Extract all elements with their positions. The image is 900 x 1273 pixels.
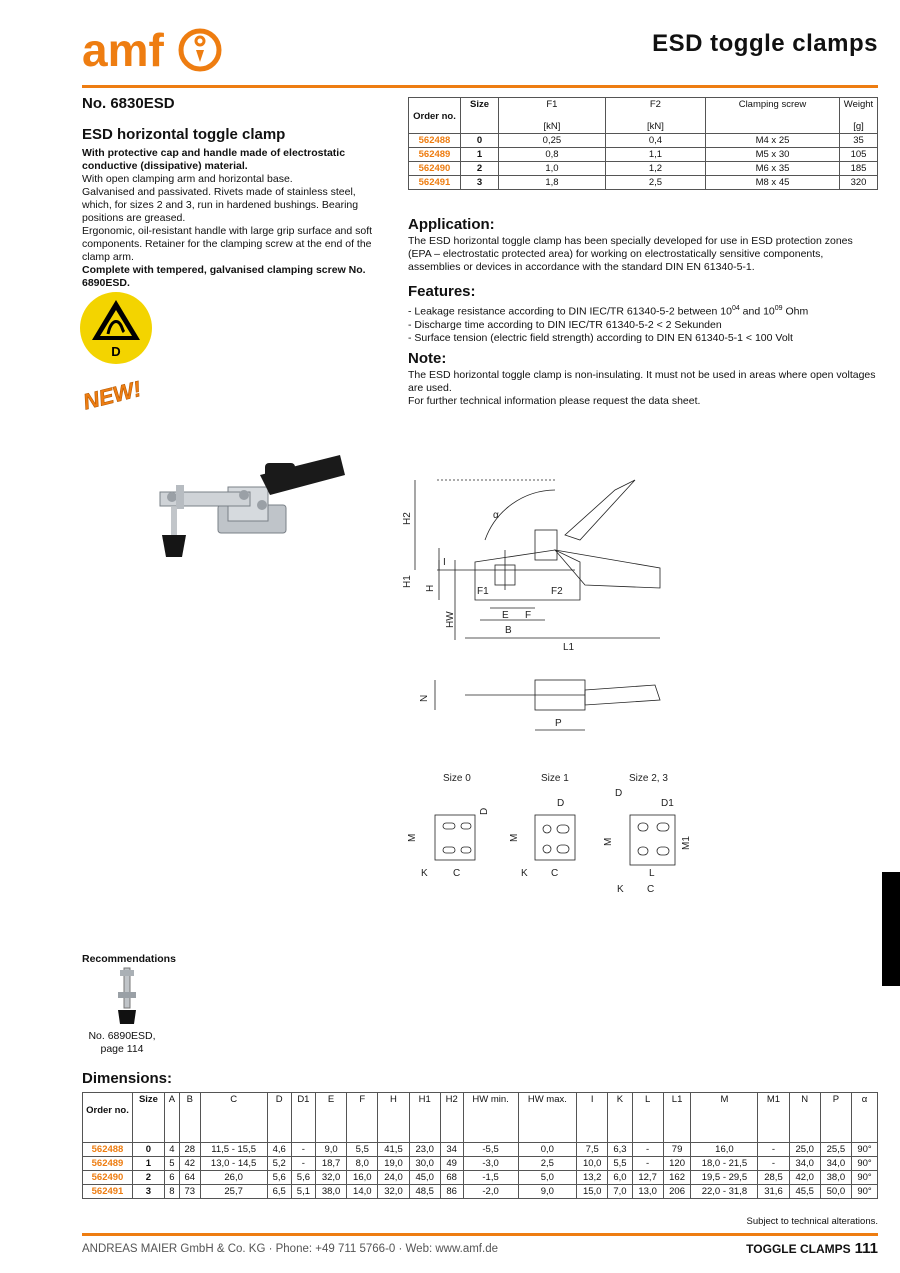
- table-cell: -: [632, 1143, 663, 1157]
- svg-text:H1: H1: [402, 575, 413, 588]
- product-description: [82, 95, 382, 290]
- table-cell: 34,0: [820, 1157, 851, 1171]
- dimensions-table: [82, 1092, 878, 1199]
- svg-text:D1: D1: [661, 798, 674, 809]
- logo-text: amf: [82, 24, 164, 76]
- table-cell: 31,6: [758, 1185, 789, 1199]
- dims-col-header: HW min.: [463, 1093, 518, 1143]
- col-clamping-screw: Clamping screw: [706, 98, 840, 134]
- page-number: 111: [854, 1240, 878, 1257]
- table-cell: 6,0: [608, 1171, 632, 1185]
- svg-text:F1: F1: [477, 586, 489, 597]
- dims-col-header: F: [347, 1093, 378, 1143]
- table-cell: 0: [133, 1143, 165, 1157]
- table-cell: 5,1: [291, 1185, 315, 1199]
- table-cell: 64: [179, 1171, 200, 1185]
- table-cell: 5: [164, 1157, 179, 1171]
- table-cell: -2,0: [463, 1185, 518, 1199]
- table-cell: 5,6: [291, 1171, 315, 1185]
- feature-item: - Surface tension (electric field strength) according to DIN EN 61340-5-1 < 100 Volt: [408, 331, 793, 344]
- dims-col-header: H1: [409, 1093, 440, 1143]
- application-section: [408, 218, 878, 274]
- table-cell: 3: [133, 1185, 165, 1199]
- dims-col-header: M1: [758, 1093, 789, 1143]
- order-number-link[interactable]: 562488: [409, 134, 461, 148]
- svg-text:C: C: [551, 868, 559, 879]
- table-cell: 28: [179, 1143, 200, 1157]
- table-row: [83, 1171, 878, 1185]
- table-cell: 41,5: [378, 1143, 409, 1157]
- table-cell: 30,0: [409, 1157, 440, 1171]
- note-text: The ESD horizontal toggle clamp is non-insulating. It must not be used in areas where open voltages are used.: [408, 369, 876, 394]
- features-section: [408, 285, 878, 345]
- table-cell: 90°: [852, 1157, 878, 1171]
- svg-text:K: K: [521, 868, 528, 879]
- footer-divider: [82, 1233, 878, 1236]
- table-row: [83, 1143, 878, 1157]
- table-cell: 42,0: [789, 1171, 820, 1185]
- description-line: With open clamping arm and horizontal base.: [82, 173, 293, 185]
- table-cell: 48,5: [409, 1185, 440, 1199]
- table-cell: 19,0: [378, 1157, 409, 1171]
- table-cell: 7,5: [577, 1143, 608, 1157]
- order-number-link[interactable]: 562489: [83, 1157, 133, 1171]
- table-cell: 38,0: [315, 1185, 346, 1199]
- table-cell: 32,0: [378, 1185, 409, 1199]
- table-cell: 6,3: [608, 1143, 632, 1157]
- table-cell: 32,0: [315, 1171, 346, 1185]
- table-row: [83, 1185, 878, 1199]
- table-cell: -1,5: [463, 1171, 518, 1185]
- company-info: ANDREAS MAIER GmbH & Co. KG · Phone: +49 711 5766-0 · Web: www.amf.de: [82, 1243, 498, 1255]
- note-text: For further technical information please request the data sheet.: [408, 395, 701, 407]
- table-cell: 13,0: [632, 1185, 663, 1199]
- dims-col-header: K: [608, 1093, 632, 1143]
- order-number-link[interactable]: 562488: [83, 1143, 133, 1157]
- table-cell: 13,0 - 14,5: [200, 1157, 267, 1171]
- description-line: Ergonomic, oil-resistant handle with large grip surface and soft components. Retainer for the clamping screw at the end of the clamp arm.: [82, 225, 373, 263]
- table-cell: -: [758, 1157, 789, 1171]
- clamping-screw-image: [112, 966, 142, 1026]
- table-cell: 9,0: [315, 1143, 346, 1157]
- table-cell: 34,0: [789, 1157, 820, 1171]
- svg-text:H: H: [425, 584, 436, 592]
- table-cell: 7,0: [608, 1185, 632, 1199]
- svg-text:I: I: [443, 557, 446, 568]
- order-number-link[interactable]: 562491: [409, 176, 461, 190]
- dims-col-header: E: [315, 1093, 346, 1143]
- order-number-link[interactable]: 562490: [409, 162, 461, 176]
- svg-text:M: M: [509, 833, 520, 842]
- table-cell: 162: [663, 1171, 691, 1185]
- article-number: No. 6830ESD: [82, 95, 175, 112]
- svg-text:C: C: [647, 884, 655, 895]
- page-title: ESD toggle clamps: [652, 30, 878, 57]
- table-cell: 25,7: [200, 1185, 267, 1199]
- order-number-link[interactable]: 562489: [409, 148, 461, 162]
- dims-col-header: C: [200, 1093, 267, 1143]
- svg-text:M: M: [407, 833, 418, 842]
- feature-item: - Discharge time according to DIN IEC/TR 61340-5-2 < 2 Sekunden: [408, 318, 722, 331]
- table-cell: 6,5: [267, 1185, 291, 1199]
- table-row: 562491 3 1,8 2,5 M8 x 45 320: [409, 176, 878, 190]
- dims-col-header: H: [378, 1093, 409, 1143]
- table-cell: 1: [133, 1157, 165, 1171]
- col-weight: Weight [g]: [840, 98, 878, 134]
- svg-text:M: M: [603, 837, 614, 846]
- table-cell: 79: [663, 1143, 691, 1157]
- table-cell: 5,5: [347, 1143, 378, 1157]
- description-line: Galvanised and passivated. Rivets made of stainless steel, which, for sizes 2 and 3, run in hardened bushings. Bearing positions are greased.: [82, 186, 359, 224]
- col-f1: F1 [kN]: [499, 98, 606, 134]
- description-bold-2: Complete with tempered, galvanised clamping screw No. 6890ESD.: [82, 264, 366, 289]
- alterations-note: Subject to technical alterations.: [746, 1216, 878, 1227]
- specification-table: [408, 97, 878, 190]
- table-cell: 206: [663, 1185, 691, 1199]
- dims-col-header: D: [267, 1093, 291, 1143]
- section-label: TOGGLE CLAMPS: [746, 1242, 851, 1256]
- table-cell: 49: [440, 1157, 463, 1171]
- svg-text:α: α: [493, 510, 499, 521]
- description-bold: With protective cap and handle made of electrostatic conductive (dissipative) material.: [82, 147, 346, 172]
- note-section: [408, 352, 878, 408]
- dims-header-row: [83, 1093, 878, 1143]
- table-cell: 12,7: [632, 1171, 663, 1185]
- note-heading: Note:: [408, 350, 447, 367]
- recommendations-title: Recommendations: [82, 953, 176, 965]
- table-cell: 23,0: [409, 1143, 440, 1157]
- table-row: 562489 1 0,8 1,1 M5 x 30 105: [409, 148, 878, 162]
- dims-col-header: Order no.: [83, 1093, 133, 1143]
- product-photo: [140, 445, 350, 570]
- table-cell: 5,0: [518, 1171, 577, 1185]
- table-cell: 16,0: [691, 1143, 758, 1157]
- table-cell: 90°: [852, 1171, 878, 1185]
- table-cell: 86: [440, 1185, 463, 1199]
- table-cell: 8,0: [347, 1157, 378, 1171]
- table-cell: 2,5: [518, 1157, 577, 1171]
- size-1-label: Size 1: [541, 773, 569, 784]
- section-tab-marker: [882, 872, 900, 986]
- svg-text:D: D: [557, 798, 565, 809]
- table-cell: 90°: [852, 1143, 878, 1157]
- svg-text:HW: HW: [445, 611, 456, 628]
- description-block: [82, 147, 382, 290]
- table-cell: 18,7: [315, 1157, 346, 1171]
- dims-col-header: Size: [133, 1093, 165, 1143]
- svg-text:E: E: [502, 610, 509, 621]
- dims-col-header: M: [691, 1093, 758, 1143]
- table-row: 562490 2 1,0 1,2 M6 x 35 185: [409, 162, 878, 176]
- table-cell: 19,5 - 29,5: [691, 1171, 758, 1185]
- order-number-link[interactable]: 562490: [83, 1171, 133, 1185]
- svg-text:F2: F2: [551, 586, 563, 597]
- col-f2: F2 [kN]: [605, 98, 705, 134]
- svg-text:H2: H2: [402, 512, 413, 525]
- svg-text:L: L: [649, 868, 655, 879]
- table-cell: 15,0: [577, 1185, 608, 1199]
- dims-col-header: D1: [291, 1093, 315, 1143]
- table-cell: 120: [663, 1157, 691, 1171]
- table-cell: 68: [440, 1171, 463, 1185]
- table-cell: -: [758, 1143, 789, 1157]
- dims-col-header: α: [852, 1093, 878, 1143]
- table-cell: 5,6: [267, 1171, 291, 1185]
- svg-text:D: D: [479, 807, 490, 815]
- table-cell: 8: [164, 1185, 179, 1199]
- table-cell: 4,6: [267, 1143, 291, 1157]
- table-cell: 25,5: [820, 1143, 851, 1157]
- table-cell: -5,5: [463, 1143, 518, 1157]
- col-size: Size: [461, 98, 499, 134]
- amf-logo: [82, 22, 222, 78]
- table-row: [83, 1157, 878, 1171]
- table-cell: 5,2: [267, 1157, 291, 1171]
- recommendation-caption[interactable]: No. 6890ESD, page 114: [88, 1030, 156, 1055]
- table-cell: 2: [133, 1171, 165, 1185]
- page-section: [746, 1240, 878, 1257]
- table-cell: 90°: [852, 1185, 878, 1199]
- order-number-link[interactable]: 562491: [83, 1185, 133, 1199]
- table-cell: 25,0: [789, 1143, 820, 1157]
- new-label: NEW!: [80, 376, 144, 415]
- technical-drawing: [402, 470, 675, 750]
- dims-col-header: B: [179, 1093, 200, 1143]
- table-cell: -: [291, 1157, 315, 1171]
- table-cell: 34: [440, 1143, 463, 1157]
- table-cell: 4: [164, 1143, 179, 1157]
- col-order-no: Order no.: [409, 98, 461, 134]
- dims-col-header: HW max.: [518, 1093, 577, 1143]
- table-cell: 22,0 - 31,8: [691, 1185, 758, 1199]
- svg-text:C: C: [453, 868, 461, 879]
- svg-text:M1: M1: [681, 836, 692, 850]
- svg-text:F: F: [525, 610, 532, 621]
- table-cell: 13,2: [577, 1171, 608, 1185]
- application-text: The ESD horizontal toggle clamp has been specially developed for use in ESD protection zones (EPA – electrostatic protected area) for working on electrostatically sensitive components, assemblies or devices in accordance with the standard DIN EN 61340-5-1.: [408, 235, 853, 273]
- dims-col-header: H2: [440, 1093, 463, 1143]
- table-cell: 45,0: [409, 1171, 440, 1185]
- svg-text:K: K: [421, 868, 428, 879]
- table-cell: 0,0: [518, 1143, 577, 1157]
- dims-body: [83, 1143, 878, 1199]
- table-cell: 9,0: [518, 1185, 577, 1199]
- features-heading: Features:: [408, 283, 476, 300]
- table-cell: 38,0: [820, 1171, 851, 1185]
- svg-text:D: D: [615, 788, 623, 799]
- svg-text:L1: L1: [563, 642, 575, 653]
- dimensions-heading: Dimensions:: [82, 1070, 173, 1087]
- svg-text:B: B: [505, 625, 512, 636]
- dims-col-header: N: [789, 1093, 820, 1143]
- table-cell: 24,0: [378, 1171, 409, 1185]
- table-row: 562488 0 0,25 0,4 M4 x 25 35: [409, 134, 878, 148]
- dims-col-header: P: [820, 1093, 851, 1143]
- table-cell: -: [291, 1143, 315, 1157]
- table-cell: 45,5: [789, 1185, 820, 1199]
- svg-text:N: N: [419, 694, 430, 702]
- dims-col-header: A: [164, 1093, 179, 1143]
- svg-text:P: P: [555, 718, 562, 729]
- size-0-label: Size 0: [443, 773, 471, 784]
- dims-col-header: L1: [663, 1093, 691, 1143]
- svg-text:K: K: [617, 884, 624, 895]
- application-heading: Application:: [408, 216, 495, 233]
- dims-col-header: I: [577, 1093, 608, 1143]
- table-cell: -3,0: [463, 1157, 518, 1171]
- table-cell: 42: [179, 1157, 200, 1171]
- table-cell: 11,5 - 15,5: [200, 1143, 267, 1157]
- table-cell: 6: [164, 1171, 179, 1185]
- table-cell: 28,5: [758, 1171, 789, 1185]
- size-23-label: Size 2, 3: [629, 773, 668, 784]
- table-cell: 16,0: [347, 1171, 378, 1185]
- new-badge: [80, 372, 150, 415]
- esd-class-letter: D: [111, 344, 121, 359]
- table-cell: -: [632, 1157, 663, 1171]
- table-cell: 26,0: [200, 1171, 267, 1185]
- header-divider: [82, 85, 878, 88]
- size-views-drawing: [405, 770, 705, 910]
- table-cell: 10,0: [577, 1157, 608, 1171]
- table-cell: 5,5: [608, 1157, 632, 1171]
- dims-col-header: L: [632, 1093, 663, 1143]
- table-cell: 50,0: [820, 1185, 851, 1199]
- table-cell: 73: [179, 1185, 200, 1199]
- esd-badge-icon: [78, 290, 154, 366]
- feature-item: - Leakage resistance according to DIN IEC/TR 61340-5-2 between $10^{04}$ and $10^{09}$ Ohm: [408, 305, 809, 318]
- table-cell: 18,0 - 21,5: [691, 1157, 758, 1171]
- table-cell: 14,0: [347, 1185, 378, 1199]
- article-heading: ESD horizontal toggle clamp: [82, 126, 286, 143]
